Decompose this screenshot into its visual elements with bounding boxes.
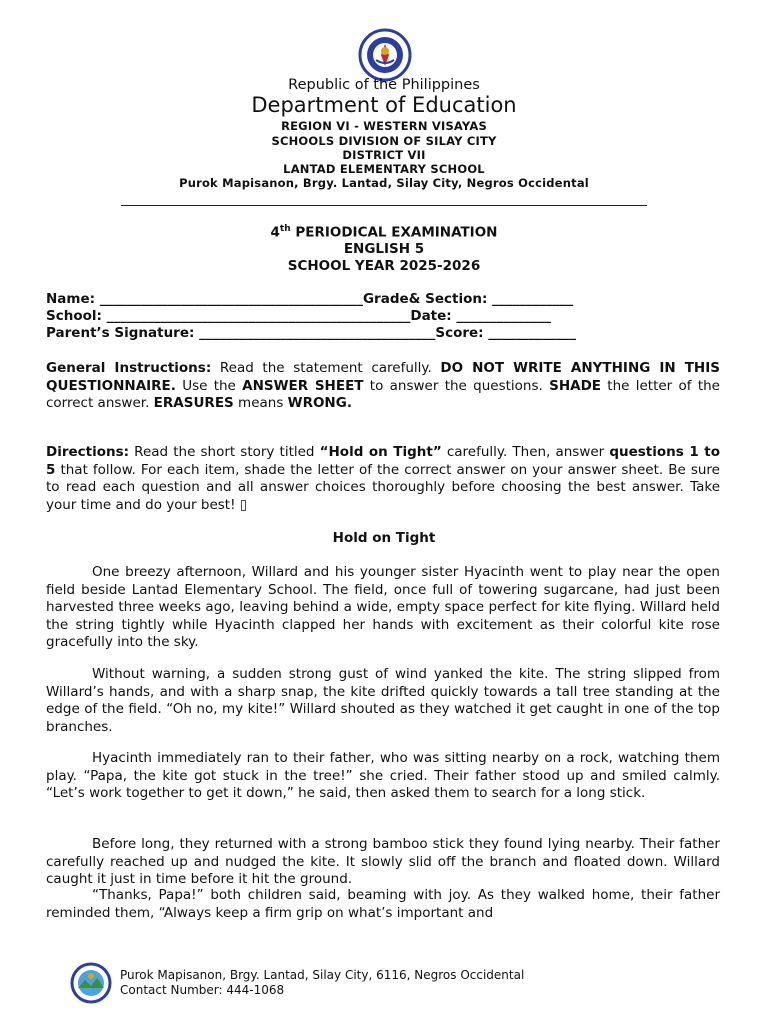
story-paragraph-3: Hyacinth immediately ran to their father, who was sitting nearby on a rock, watching them play. “Papa, the kite got stuck in the tree!” she cried. Their father stood up and smiled calmly. “Let’s work together to get it down,” he said, then asked them to search for a long stick. bbox=[46, 750, 720, 802]
department-title: Department of Education bbox=[251, 93, 517, 117]
general-instructions: General Instructions: Read the statement carefully. DO NOT WRITE ANYTHING IN THIS QUESTIONNAIRE. Use the ANSWER SHEET to answer the questions. SHADE the letter of the correct answer. ERASURES means WRONG. bbox=[46, 360, 720, 412]
story-paragraph-5: “Thanks, Papa!” both children said, beaming with joy. As they walked home, their father reminded them, “Always keep a firm grip on what’s important and bbox=[46, 887, 720, 921]
instructions-label: General Instructions: bbox=[46, 360, 212, 376]
story-paragraph-1: One breezy afternoon, Willard and his younger sister Hyacinth went to play near the open field beside Lantad Elementary School. The field, once full of towering sugarcane, had just been harvested three weeks ago, leaving behind a wide, empty space perfect for kite flying. Willard held the string tightly while Hyacinth clapped her hands with excitement as their colorful kite rose gracefully into the sky. bbox=[46, 564, 720, 651]
division-line: SCHOOLS DIVISION OF SILAY CITY bbox=[271, 134, 497, 148]
header-divider bbox=[121, 205, 647, 206]
exam-ordinal: 4 bbox=[270, 224, 280, 241]
school-seal-logo bbox=[70, 962, 112, 1004]
district-line: DISTRICT VII bbox=[342, 148, 426, 162]
story-paragraph-4: Before long, they returned with a strong bamboo stick they found lying nearby. Their father carefully reached up and nudged the kite. It slowly slid off the branch and floated down. Willard caught it just in time before it hit the ground. bbox=[46, 836, 720, 888]
school-name: LANTAD ELEMENTARY SCHOOL bbox=[283, 162, 485, 176]
directions: Directions: Read the short story titled “Hold on Tight” carefully. Then, answer questions 1 to 5 that follow. For each item, shade the letter of the correct answer on your answer sheet. Be sure to read each question and all answer choices thoroughly before choosing the best answer. Take your time and do your best! ▯ bbox=[46, 444, 720, 513]
school-year: SCHOOL YEAR 2025-2026 bbox=[287, 258, 481, 274]
name-grade-field[interactable]: Name: _______________________________________Grade& Section: ____________ bbox=[46, 291, 574, 307]
exam-title bbox=[0, 224, 768, 241]
footer-phone: Contact Number: 444-1068 bbox=[120, 983, 285, 997]
exam-subject: ENGLISH 5 bbox=[343, 241, 425, 257]
story-paragraph-2: Without warning, a sudden strong gust of wind yanked the kite. The string slipped from Willard’s hands, and with a sharp snap, the kite drifted quickly towards a tall tree standing at the edge of the field. “Oh no, my kite!” Willard shouted as they watched it get caught in one of the top branches. bbox=[46, 666, 720, 735]
region-line: REGION VI - WESTERN VISAYAS bbox=[281, 119, 487, 133]
footer-contact bbox=[120, 968, 524, 998]
student-info-fields bbox=[46, 291, 576, 342]
republic-line: Republic of the Philippines bbox=[288, 77, 480, 93]
story-title: Hold on Tight bbox=[332, 530, 436, 546]
directions-label: Directions: bbox=[46, 444, 130, 460]
footer-address: Purok Mapisanon, Brgy. Lantad, Silay City, 6116, Negros Occidental bbox=[120, 968, 525, 982]
deped-seal-logo bbox=[352, 28, 418, 82]
school-date-field[interactable]: School: _____________________________________________Date: ______________ bbox=[46, 308, 551, 324]
signature-score-field[interactable]: Parent’s Signature: ___________________________________Score: _____________ bbox=[46, 325, 577, 341]
exam-title-rest: PERIODICAL EXAMINATION bbox=[290, 224, 498, 241]
exam-ordinal-suffix: th bbox=[279, 224, 291, 234]
school-address: Purok Mapisanon, Brgy. Lantad, Silay City, Negros Occidental bbox=[179, 176, 589, 190]
